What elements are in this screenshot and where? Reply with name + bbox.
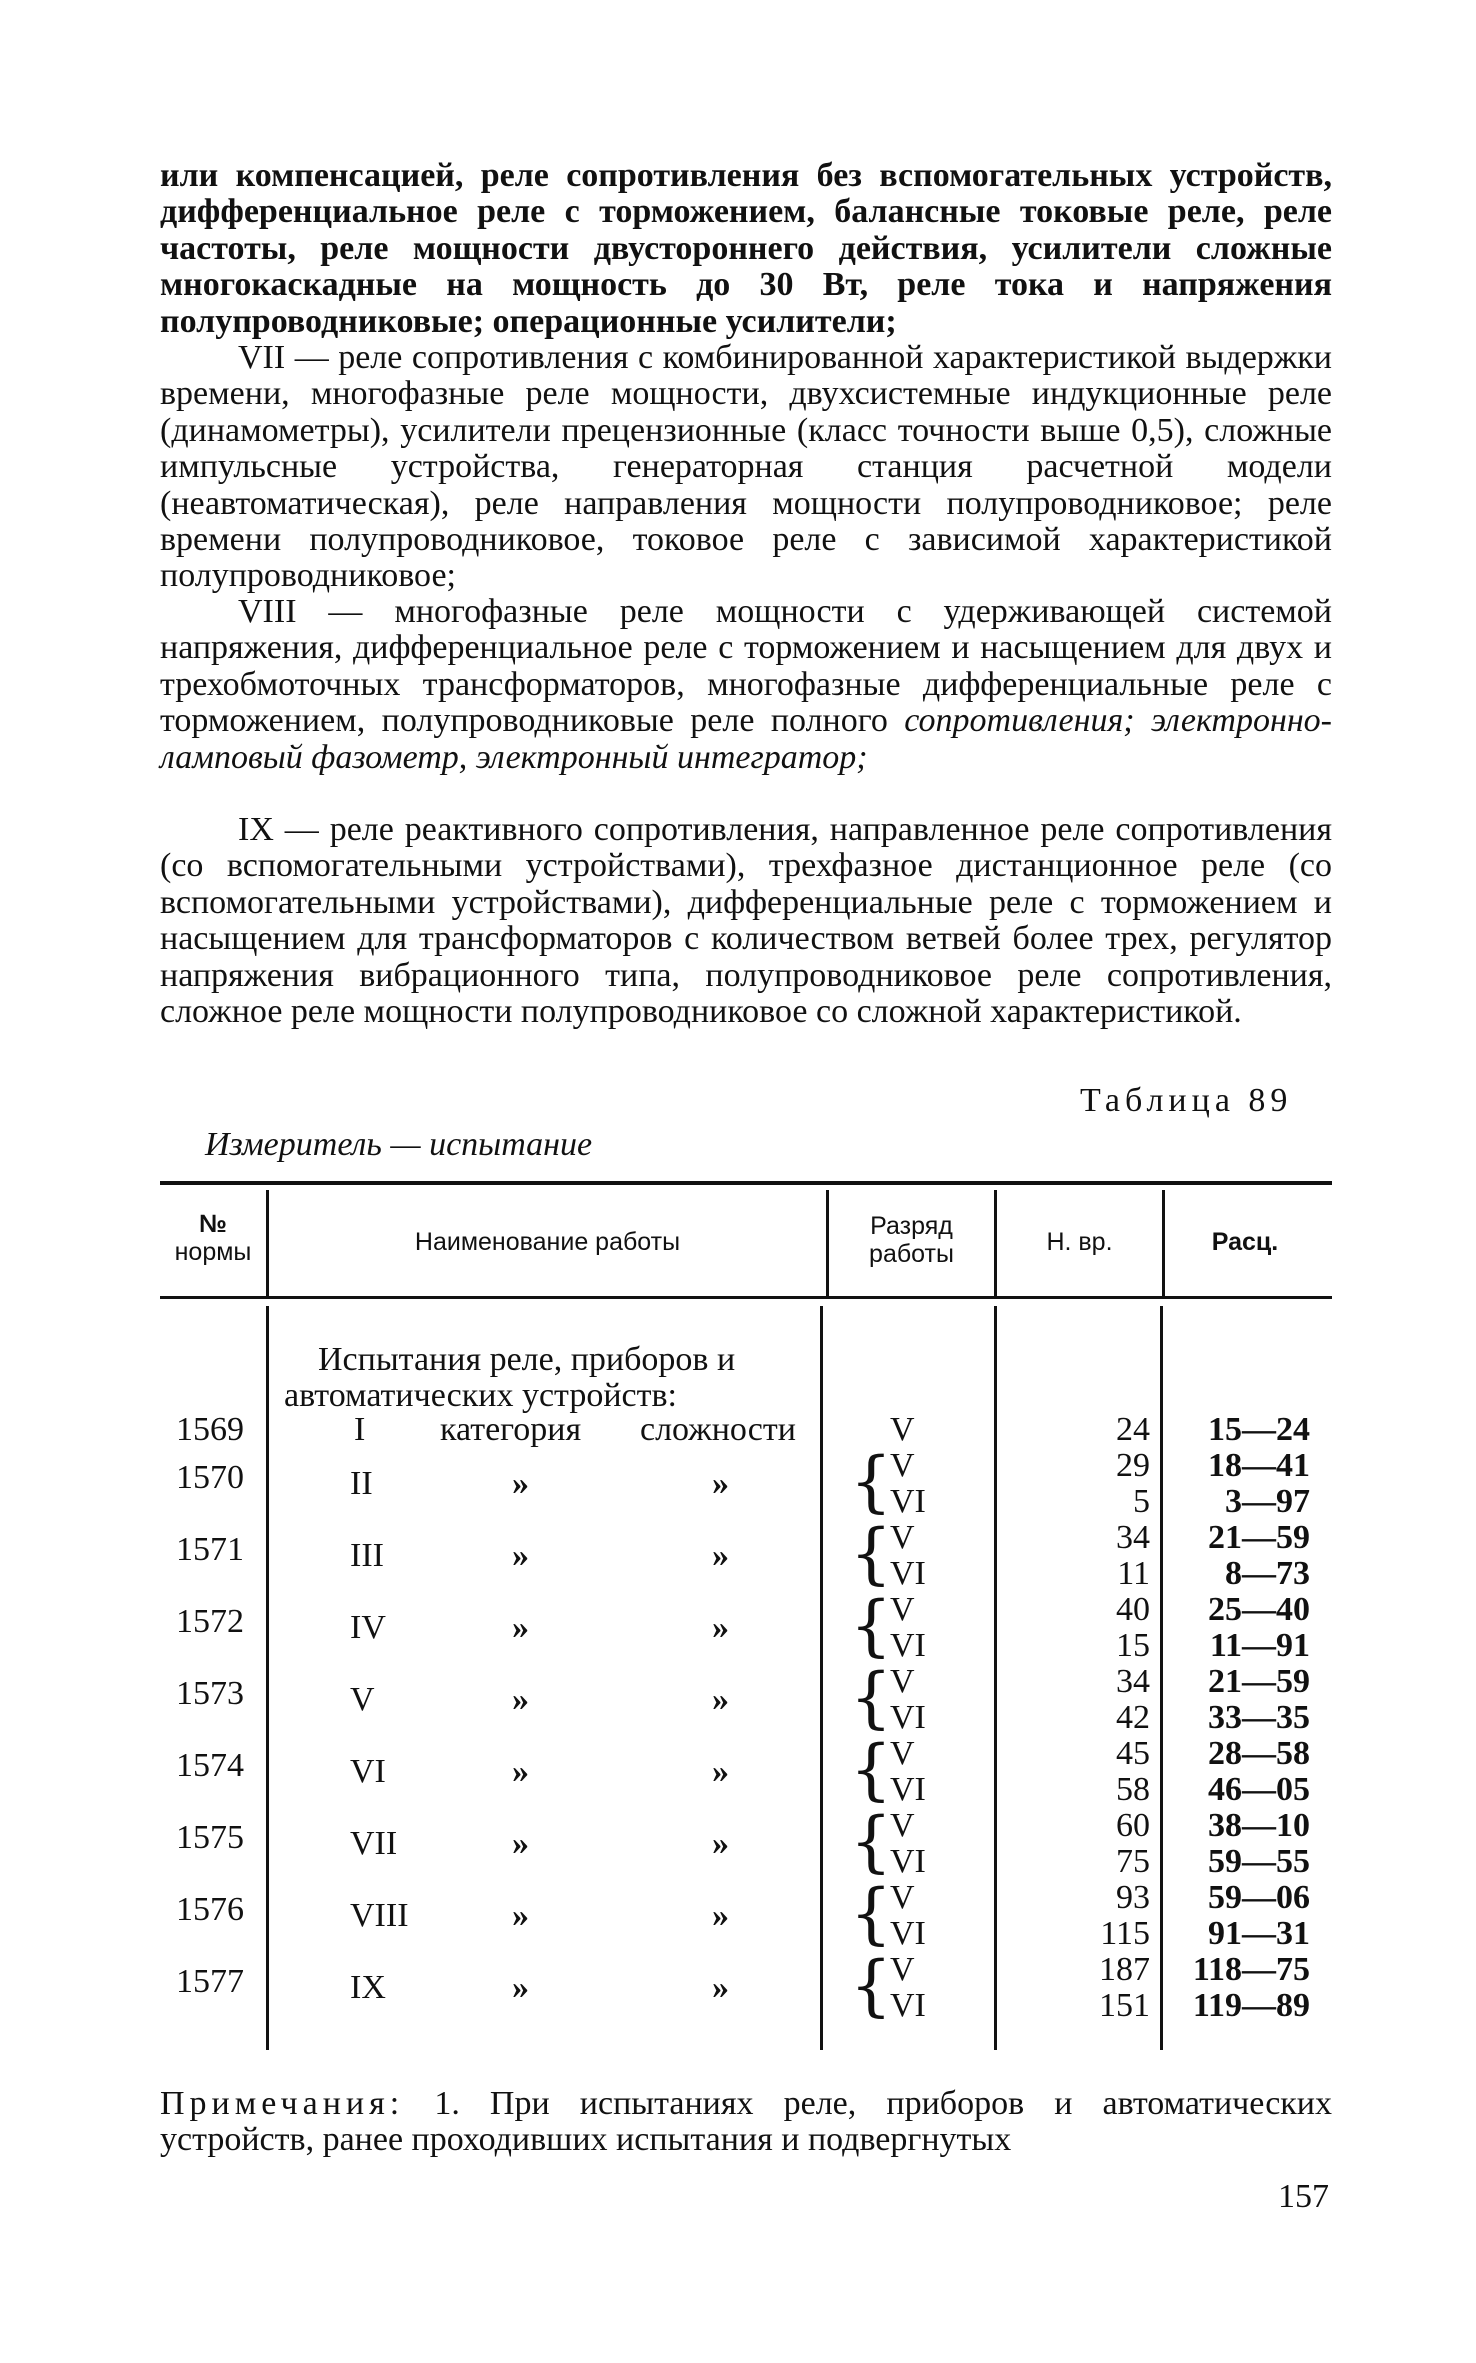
header-norm-number: № нормы [174, 1210, 252, 1266]
work-grade: V [890, 1591, 915, 1628]
category-numeral: IV [350, 1609, 386, 1646]
rate: 38—10 [1208, 1807, 1310, 1844]
work-grade: VI [890, 1627, 926, 1664]
category-numeral: III [350, 1537, 384, 1574]
group-heading-line1: Испытания реле, приборов и [318, 1341, 736, 1378]
work-grade: VI [890, 1699, 926, 1736]
rate: 18—41 [1208, 1447, 1310, 1484]
time-norm: 34 [1116, 1663, 1150, 1700]
table-title: Таблица 89 [1080, 1082, 1293, 1119]
notes-text: 1. При испытаниях реле, приборов и автоматических устройств, ранее проходивших испытания и подвергнутых [160, 2085, 1333, 2159]
time-norm: 115 [1100, 1915, 1150, 1952]
category-word: категория [440, 1411, 582, 1448]
rate: 33—35 [1208, 1699, 1310, 1736]
header-time-norm: Н. вр. [1046, 1228, 1113, 1256]
time-norm: 34 [1116, 1519, 1150, 1556]
ditto-mark: » [512, 1537, 529, 1574]
rate: 46—05 [1208, 1771, 1310, 1808]
body-divider-1 [266, 1306, 269, 2050]
body-divider-4 [1160, 1306, 1163, 2050]
work-grade: V [890, 1879, 915, 1916]
norm-number: 1577 [176, 1963, 244, 2000]
ditto-mark: » [512, 1897, 529, 1934]
category-numeral: V [350, 1681, 375, 1718]
body-divider-2 [820, 1306, 823, 2050]
time-norm: 58 [1116, 1771, 1150, 1808]
category-numeral: I [354, 1411, 366, 1448]
time-norm: 11 [1117, 1555, 1150, 1592]
time-norm: 24 [1116, 1411, 1150, 1448]
table-notes [160, 2086, 1332, 2159]
time-norm: 60 [1116, 1807, 1150, 1844]
rate: 118—75 [1192, 1951, 1310, 1988]
brace-icon: { [850, 1659, 892, 1736]
work-grade: V [890, 1519, 915, 1556]
table-subtitle: Измеритель — испытание [205, 1126, 593, 1163]
work-grade: V [890, 1447, 915, 1484]
rate: 59—55 [1208, 1843, 1310, 1880]
time-norm: 29 [1116, 1447, 1150, 1484]
rate: 25—40 [1208, 1591, 1310, 1628]
header-rate: Расц. [1211, 1228, 1279, 1256]
norm-number: 1569 [176, 1411, 244, 1448]
time-norm: 93 [1116, 1879, 1150, 1916]
category-numeral: II [350, 1465, 373, 1502]
ditto-mark: » [512, 1465, 529, 1502]
intro-paragraph: или компенсацией, реле сопротивления без вспомогательных устройств, дифференциальное реле с торможением, балансные токовые реле, реле частоты, реле мощности двустороннего действия, усилители сложные многокаскадные на мощность до 30 Вт, реле тока и напряжения полупроводниковые; операционные усилители; [160, 157, 1332, 340]
brace-icon: { [850, 1947, 892, 2024]
category-numeral: VI [350, 1753, 386, 1790]
work-grade: VI [890, 1915, 926, 1952]
rate: 15—24 [1208, 1411, 1310, 1448]
norm-number: 1572 [176, 1603, 244, 1640]
work-grade: V [890, 1951, 915, 1988]
time-norm: 187 [1099, 1951, 1150, 1988]
time-norm: 42 [1116, 1699, 1150, 1736]
work-grade: VI [890, 1555, 926, 1592]
work-grade: V [890, 1807, 915, 1844]
time-norm: 15 [1116, 1627, 1150, 1664]
time-norm: 40 [1116, 1591, 1150, 1628]
norm-number: 1571 [176, 1531, 244, 1568]
rate: 3—97 [1225, 1483, 1310, 1520]
category-numeral: VIII [350, 1897, 409, 1934]
complexity-word: сложности [640, 1411, 796, 1448]
ditto-mark: » [712, 1537, 729, 1574]
rate: 21—59 [1208, 1663, 1310, 1700]
brace-icon: { [850, 1803, 892, 1880]
notes-label: Примечания: [160, 2085, 405, 2122]
table-top-rule [160, 1181, 1332, 1185]
rate: 119—89 [1192, 1987, 1310, 2024]
work-grade: VI [890, 1483, 926, 1520]
time-norm: 5 [1133, 1483, 1150, 1520]
header-work-grade: Разряд работы [869, 1212, 954, 1268]
ditto-mark: » [712, 1969, 729, 2006]
brace-icon: { [850, 1587, 892, 1664]
paragraph-category-viii: VIII — многофазные реле мощности с удерживающей системой напряжения, дифференциальное реле с торможением и насыщением для двух и трехобмоточных трансформаторов, многофазные дифференциальные реле с торможением, полупроводниковые реле полного сопротивления; электронно-ламповый фазометр, электронный интегратор; [160, 593, 1333, 776]
rate: 21—59 [1208, 1519, 1310, 1556]
ditto-mark: » [512, 1681, 529, 1718]
norm-number: 1576 [176, 1891, 244, 1928]
brace-icon: { [850, 1875, 892, 1952]
work-grade: V [890, 1663, 915, 1700]
ditto-mark: » [512, 1969, 529, 2006]
ditto-mark: » [712, 1681, 729, 1718]
ditto-mark: » [512, 1825, 529, 1862]
page-number: 157 [1278, 2178, 1329, 2215]
brace-icon: { [850, 1515, 892, 1592]
rate: 59—06 [1208, 1879, 1310, 1916]
body-divider-3 [994, 1306, 997, 2050]
time-norm: 75 [1116, 1843, 1150, 1880]
table-header-rule [160, 1296, 1332, 1299]
ditto-mark: » [712, 1609, 729, 1646]
rate: 91—31 [1208, 1915, 1310, 1952]
category-numeral: IX [350, 1969, 386, 2006]
ditto-mark: » [712, 1825, 729, 1862]
ditto-mark: » [712, 1753, 729, 1790]
header-work-name: Наименование работы [414, 1228, 681, 1256]
norm-number: 1570 [176, 1459, 244, 1496]
time-norm: 151 [1099, 1987, 1150, 2024]
ditto-mark: » [512, 1609, 529, 1646]
work-grade: VI [890, 1843, 926, 1880]
work-grade: VI [890, 1987, 926, 2024]
paragraph-category-ix: IX — реле реактивного сопротивления, направленное реле сопротивления (со вспомогательными устройствами), трехфазное дистанционное реле (со вспомогательными устройствами), дифференциальные реле с торможением и насыщением для трансформаторов с количеством ветвей более трех, регулятор напряжения вибрационного типа, полупроводниковое реле сопротивления, сложное реле мощности полупроводниковое со сложной характеристикой. [160, 811, 1332, 1031]
norm-number: 1575 [176, 1819, 244, 1856]
brace-icon: { [850, 1443, 892, 1520]
rate: 28—58 [1208, 1735, 1310, 1772]
work-grade: V [890, 1411, 915, 1448]
group-heading-line2: автоматических устройств: [284, 1377, 677, 1414]
norm-number: 1574 [176, 1747, 244, 1784]
norm-number: 1573 [176, 1675, 244, 1712]
ditto-mark: » [712, 1897, 729, 1934]
paragraph-category-vii: VII — реле сопротивления с комбинированной характеристикой выдержки времени, многофазные реле мощности, двухсистемные индукционные реле (динамометры), усилители прецензионные (класс точности выше 0,5), сложные импульсные устройства, генераторная станция расчетной модели (неавтоматическая), реле направления мощности полупроводниковое; реле времени полупроводниковое, токовое реле с зависимой характеристикой полупроводниковое; [160, 339, 1332, 595]
rate: 8—73 [1225, 1555, 1310, 1592]
ditto-mark: » [712, 1465, 729, 1502]
work-grade: V [890, 1735, 915, 1772]
rate: 11—91 [1209, 1627, 1310, 1664]
category-numeral: VII [350, 1825, 398, 1862]
work-grade: VI [890, 1771, 926, 1808]
ditto-mark: » [512, 1753, 529, 1790]
time-norm: 45 [1116, 1735, 1150, 1772]
brace-icon: { [850, 1731, 892, 1808]
